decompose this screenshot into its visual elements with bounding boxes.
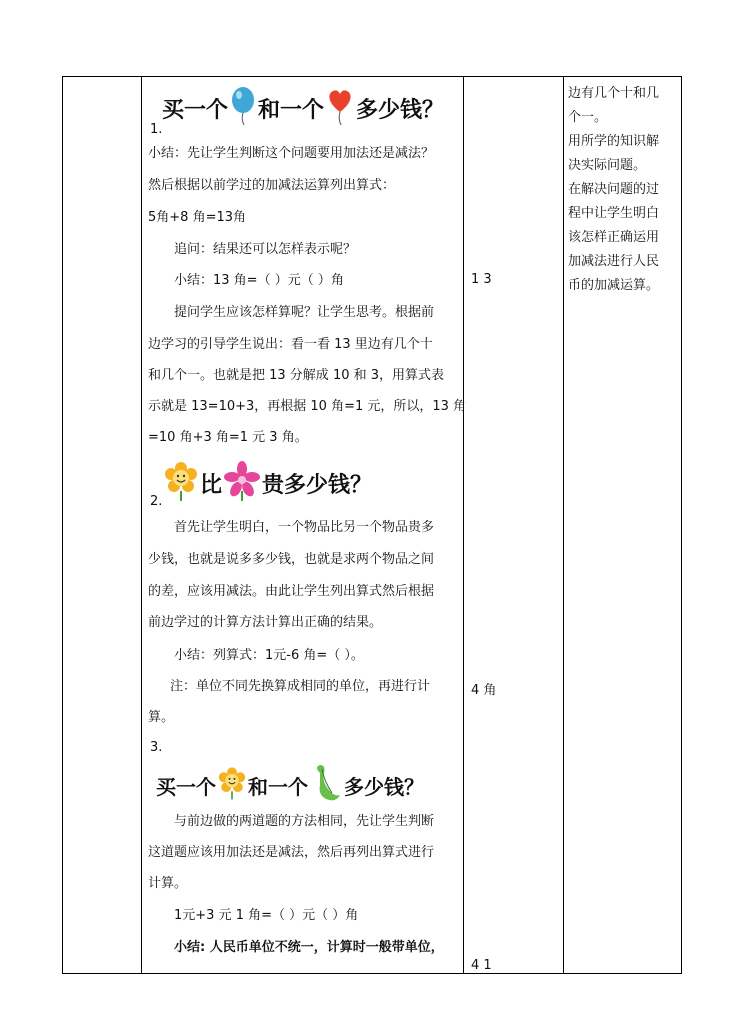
sec1-line: 和几个一。也就是把 13 分解成 10 和 3，用算式表: [148, 368, 445, 383]
column-divider-3: [563, 77, 564, 973]
intent-line: 在解决问题的过: [568, 182, 660, 197]
banner-3-text-b: 和一个: [248, 774, 308, 799]
time-value-3: 4 1: [471, 958, 492, 973]
banner-2: [162, 463, 372, 503]
sec3-line: 与前边做的两道题的方法相同，先让学生判断: [174, 814, 435, 829]
sec2-line: 首先让学生明白，一个物品比另一个物品贵多: [174, 520, 435, 535]
banner-1-text-a: 买一个: [162, 97, 229, 123]
sec3-line: 这道题应该用加法还是减法，然后再列出算式进行: [148, 845, 435, 860]
intent-line: 该怎样正确运用: [568, 230, 660, 245]
flower-smiley-icon: [218, 763, 246, 807]
intent-line: 个一。: [568, 110, 608, 125]
sec3-summary-bold: 小结: 人民币单位不统一，计算时一般带单位，: [174, 940, 444, 955]
banner-1-text-c: 多少钱？: [356, 97, 445, 123]
sec2-line: 注：单位不同先换算成相同的单位，再进行计: [170, 679, 431, 694]
sec1-line: 5角+8 角=13角: [148, 210, 247, 225]
sec3-line: 计算。: [148, 876, 188, 891]
sec2-line: 的差，应该用减法。由此让学生列出算式然后根据: [148, 584, 435, 599]
flower-pink-icon: [224, 461, 260, 505]
sec1-line: 示就是 13=10+3，再根据 10 角=1 元，所以，13 角: [148, 399, 467, 414]
item-number-1: 1.: [150, 122, 163, 137]
sec1-line: 提问学生应该怎样算呢？让学生思考。根据前: [174, 305, 435, 320]
intent-line: 币的加减运算。: [568, 278, 660, 293]
intent-line: 加减法进行人民: [568, 254, 660, 269]
sec1-line: =10 角+3 角=1 元 3 角。: [148, 430, 308, 445]
sec1-line: 小结：先让学生判断这个问题要用加法还是减法？: [148, 146, 435, 161]
leaf-sprout-icon: [310, 763, 342, 807]
item-number-3: 3.: [150, 740, 163, 755]
intent-line: 程中让学生明白: [568, 206, 660, 221]
column-divider-1: [141, 77, 142, 973]
sec2-line: 前边学过的计算方法计算出正确的结果。: [148, 615, 383, 630]
intent-line: 决实际问题。: [568, 158, 647, 173]
sec2-line: 小结：列算式：1元-6 角=（ ）。: [174, 648, 364, 663]
intent-line: 用所学的知识解: [568, 134, 660, 149]
sec1-line: 小结：13 角=（ ）元（ ）角: [174, 273, 344, 288]
sec2-line: 算。: [148, 710, 175, 725]
banner-1: [162, 88, 444, 128]
banner-3-text-a: 买一个: [156, 774, 216, 799]
sec2-line: 少钱，也就是说多多少钱，也就是求两个物品之间: [148, 552, 435, 567]
balloon-heart-icon: [326, 86, 354, 130]
banner-3: [156, 765, 424, 805]
banner-2-text-b: 贵多少钱？: [262, 472, 373, 498]
column-divider-2: [463, 77, 464, 973]
sec3-line: 1元+3 元 1 角=（ ）元（ ）角: [174, 908, 359, 923]
flower-smiley-icon: [164, 461, 198, 505]
banner-2-text-a: 比: [200, 472, 223, 498]
intent-line: 边有几个十和几: [568, 86, 660, 101]
sec1-line: 边学习的引导学生说出：看一看 13 里边有几个十: [148, 337, 433, 352]
time-value-2: 4 角: [471, 683, 497, 698]
design-intent-column: [568, 82, 680, 298]
banner-3-text-c: 多少钱？: [344, 774, 424, 799]
balloon-blue-icon: [230, 86, 256, 130]
sec1-line: 追问：结果还可以怎样表示呢？: [174, 242, 357, 257]
time-value-1: 1 3: [471, 272, 492, 287]
banner-1-text-b: 和一个: [258, 97, 325, 123]
item-number-2: 2.: [150, 494, 163, 509]
sec1-line: 然后根据以前学过的加减法运算列出算式：: [148, 178, 396, 193]
